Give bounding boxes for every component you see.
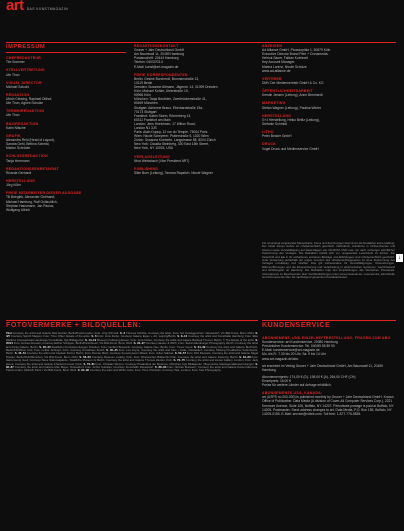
section-label: SCHLUSSREDAKTION — [6, 154, 48, 159]
credit-text: Courtesy the artist and Kunsthalle Hamburg; Foto: Elke Walford, Fotowerkstatt Hamburger Kunsthalle; bpk Bildagentur. — [6, 334, 258, 342]
section-text: Gruner + Jahr Deutschland GmbH Am Baumwall 11, 20459 Hamburg Postanschrift: 20444 Hamburg Telefon: 040/3703-0 E-Mail: kunst@art-magazin.de — [134, 48, 185, 69]
section-text: Silke Buer (Leitung), Tamara Rapsitch, Nicole Wagner — [134, 171, 213, 176]
section-text: Ad Alliance GmbH, Picassoplatz 1, 50679 Köln Executive Director Brand Print + Crossmedia: Helmut Sauer, Fabian Kuehnelt Key Account Manager: Marina Lorenz, Nicole Schulze www.ad-alliance.de — [262, 48, 331, 73]
photo-credits — [6, 332, 258, 522]
credit-text: Foto: Dirk Pauwels; Courtesy the artist and Galerie Nagel Draxler, Berlin/Köln/München; VG Bild-Kunst, Bonn 2024. — [6, 351, 258, 359]
credit-text: Foto: Andrea Rossetti; Courtesy Esther Schipper, Berlin/Paris/Seoul; VG Bild-Kunst, Bonn 2024. — [13, 341, 133, 346]
section-label: ÖFFENTLICHKEITSARBEIT — [262, 89, 313, 94]
credit-page-ref: S. 14–19 — [84, 337, 97, 342]
impressum-title: IMPRESSUM — [6, 44, 46, 50]
credit-text: Museum Folkwang Essen; Foto: Jens Nober; Courtesy the artist and Galerie Barbara Thumm, Berlin; © The Estate of the artist. — [96, 337, 255, 342]
service-title: KUNDENSERVICE — [262, 322, 331, 329]
credit-page-ref: S. 40–45 — [106, 348, 118, 353]
section-label: ABONNEMENT- UND EINZELHEFTBESTELLUNG: FRAGEN ZUM ABO — [262, 336, 391, 340]
credit-text: Courtesy Sprüth Magers; Foto: Timo Ohler; Estate of the artist. — [10, 334, 91, 339]
section-label: STELLVERTRETUNG — [6, 68, 45, 73]
credit-page-ref: Titel — [6, 332, 12, 335]
impressum-column-3 — [262, 40, 396, 151]
section-label: GRAFIK — [6, 133, 21, 138]
credit-text: Courtesy Museum Ludwig, Köln; Foto: Rheinisches Bildarchiv Köln; Courtesy the artist and Galerie Kewenig, Berlin. — [91, 354, 239, 359]
section-text: Kundenservice: art Kundenservice, 20080 Hamburg Persönlicher Kundenservice: Tel. 040/55 55 89 90 E-Mail: kundenservice@art-magazin.de Mo. bis Fr. 7.30 bis 20 Uhr, Sa. 9 bis 14 Uhr www.art-magazin.de/abo — [262, 340, 338, 361]
legal-notice: Für unverlangt eingesandte Manuskripte, Fotos und Zeichnungen übernimmt die Redaktion keine Haftung. Der Inhalt dieses Heftes ist urheberrechtlich geschützt. Nachdruck, Aufnahme in Online-Dienste und Internet sowie Vervielfältigung auf Datenträgern wie CD-ROM, DVD usw. nur nach vorheriger schriftlicher Zustimmung des Verlages. Die Redaktion behält sich vor, eingesandte Leserbriefe zu kürzen. Die Zeitschrift und alle in ihr enthaltenen einzelnen Beiträge und Abbildungen sind urheberrechtlich geschützt. Jede Verwertung außerhalb der engen Grenzen des Urheberrechtsgesetzes ist ohne Zustimmung des Verlages unzulässig und strafbar. Das gilt insbesondere für Vervielfältigungen, Übersetzungen, Mikroverfilmungen und die Einspeicherung und Verarbeitung in elektronischen Systemen. Gerichtsstand und Erfüllungsort ist Hamburg. Die Redaktion folgt den Empfehlungen des Deutschen Presserats. Informationen zu Beschwerden über Veröffentlichungen unter www.presserat.de. Leserservice, Einzelhefte und Abonnements über die nachfolgend genannten Kontaktadressen. — [262, 241, 395, 280]
credit-text: Thomas Schütte, Courtesy the artist; Foto: Nic Tenwiggenhorn, Düsseldorf; VG Bild-Kunst, Bonn 2024. — [125, 332, 255, 335]
credit-text: Foto: Hans-Georg Gaul; Courtesy Neue Nationalgalerie, Staatliche Museen zu Berlin; Courtesy the artist and Galerie Thomas Zander, Köln. — [6, 354, 258, 363]
credits-title: FOTOVERMERKE + BILDQUELLEN: — [6, 322, 142, 329]
section-label: TERMINREDAKTION — [6, 109, 45, 114]
section-text: Jörg Kühn — [6, 183, 22, 188]
section-label: REDAKTION — [6, 92, 30, 97]
section-label: DRUCK — [262, 142, 276, 147]
credit-page-ref: S. 82–87 — [6, 361, 258, 370]
credit-page-ref: S. 58–63 — [79, 354, 91, 359]
service-rule — [262, 320, 396, 321]
credit-page-ref: S. 46–51 — [14, 351, 26, 356]
credit-page-ref: S. 52–57 — [174, 351, 187, 356]
credits-rule — [6, 320, 258, 321]
section-text: Berlin: Gesine Borcherdt, Brunnenstraße 13, 10119 Berlin Dresden: Susanne Altmann, Jägerstr. 14, 01099 Dresden Köln: Michael Kohler, Ubierstraße 19, 50968 Köln München: Tanja Beuthien, Zweibrückenstraße 41, 80469 München Stuttgart: Adrienne Braun, Eberhardstraße 15a, 70173 Stuttgart Frankfurt: Katrin Sturm, Römerberg 14, 60311 Frankfurt am Main London: Jens Hinrichsen, 17 Wilton Road, London N1 3JS Paris: Alain Dupuy, 12 rue du Temple, 75004 Paris Wien: Nicole Scheyerer, Praterstraße 6, 1020 Wien Zürich: Susanna Koeberle, Langstrasse 88, 8004 Zürich New York: Claudia Steinberg, 330 East 15th Street, New York, NY 10003, USA — [134, 76, 218, 151]
section-text: Ute Thon — [6, 113, 20, 118]
section-label: REDAKTIONSSEKRETARIAT — [6, 166, 59, 171]
credit-text: Foto: Nicolas Brasseur; Courtesy the artist and Galerie Kamel Mennour, Paris/London; ADAGP, Paris / VG Bild-Kunst, Bonn 2024. — [6, 365, 258, 373]
credit-page-ref: S. 28–33 — [39, 344, 51, 349]
section-text: Peter Becker GmbH — [262, 134, 292, 139]
logo-mark: art — [6, 0, 24, 14]
credit-page-ref: S. 4/5 — [6, 332, 258, 339]
section-text: Till Briegleb, Alexander Gebhardt, Michael Hamburg, Ralf Gottschlich, Stephan Hausmann, Jan Paulus, Wolfgang Ullrich — [6, 195, 58, 212]
section-label: FREIE KORRESPONDENTEN — [134, 72, 188, 77]
section-label: BILDREDAKTION — [6, 121, 39, 126]
logo-subtitle: DAS KUNSTMAGAZIN — [26, 7, 68, 11]
section-text: Kerstin Jensen (Leitung), Anne Bernhardt — [262, 93, 323, 98]
credit-text: Foto: Jens Ziehe; Courtesy Galerie Eigen + Art, Leipzig/Berlin. — [97, 334, 177, 339]
credit-page-ref: S. 6 — [91, 334, 97, 339]
section-text: art erscheint im Verlag Gruner + Jahr Deutschland GmbH, Am Baumwall 11, 20459 Hamburg. — [262, 363, 383, 372]
credit-text: Staatliche Kunstsammlungen Dresden; Foto: Herbert Boswank; Courtesy Galerie Neu, Berlin; Foto: Trevor Good. — [51, 344, 194, 349]
credit-text: Courtesy the artist and Galerie Max Mayer, Düsseldorf; Foto: Achim Kukulies; Courtesy Kunsthalle Düsseldorf. — [14, 365, 154, 370]
section-text: art (USPS no 000-000) is published monthly by Gruner + Jahr Deutschland GmbH. Known Office of Publication: Data Media (A division of Cover-All Computer Services Corp.), 2221 Kenmore Avenue, Suite 106, Buffalo, NY 14207. Periodicals postage is paid at Buffalo, NY 14205. Postmaster: Send address changes to art, Data Media, P.O. Box 155, Buffalo, NY 14205-0155. E-Mail: service@roltek.com. Toll free: 1-877-776-5835. — [262, 395, 394, 416]
credit-text: Courtesy the artist and Lisson Gallery, London; Foto: Jack Hems; Courtesy the artist and Galerie Chantal Crousel, Paris. — [6, 358, 258, 366]
credit-page-ref: S. 20/21 — [6, 337, 258, 346]
credit-page-ref: S. 94–98 — [77, 368, 89, 373]
credit-page-ref: S. 88–93 — [154, 365, 167, 370]
section-text: Tim Sommer — [6, 60, 25, 65]
section-text: Alexandra Reid (Head of Layout), Sandra Gehl, Bettina Schmid, Marion Schröder — [6, 138, 55, 151]
section-text: Stefan Wagner (Leitung), Paulina Winter — [262, 105, 322, 110]
section-label: ANZEIGEN — [262, 44, 283, 48]
credit-page-ref: S. 8–13 — [177, 334, 188, 339]
section-text: Tanja Herrmann — [6, 158, 30, 163]
credit-text: Courtesy Hauser & Wirth; Foto: Stefan Altenburger Photography Zürich; Courtesy the artist and König Galerie, Berlin. — [6, 341, 258, 349]
impressum-column-2 — [134, 40, 256, 175]
magazine-logo — [6, 0, 68, 14]
credit-text: Foto: Christian Werner; Courtesy Pinakothek der Moderne, München; bpk Bildagentur / Bayerische Staatsgemäldesammlungen. — [95, 361, 255, 366]
section-label: HERSTELLUNG — [6, 178, 36, 183]
impressum-column-1 — [6, 52, 126, 212]
section-label: ABONNEMENTS USA, KANADA: — [262, 391, 323, 396]
section-label: CHEFREDAKTEUR — [6, 56, 41, 60]
section-label: VERTRIEB — [262, 76, 282, 81]
section-text: DMV Der Medienvertrieb GmbH & Co. KG — [262, 80, 324, 85]
credit-page-ref: S. 64–69 — [239, 354, 251, 359]
credit-page-ref: S. 70–75 — [173, 358, 185, 363]
credit-page-ref: S. 3 — [120, 332, 126, 335]
section-label: VERLAGSLEITUNG — [134, 154, 170, 159]
section-text: Abonnementpreis: 174,00 € (D), 198,00 € (A), 264,00 CHF (CH) Einzelpreis: 15,00 € Preise für weitere Länder auf Anfrage erhältlich. — [262, 374, 356, 388]
customer-service-column — [262, 332, 396, 416]
section-label: LITHO — [262, 130, 274, 135]
arrow-down-icon: ↓ — [398, 255, 401, 261]
section-text: Ute Thon — [6, 72, 20, 77]
section-label: VISUAL DIRECTOR — [6, 80, 42, 85]
section-label: HERSTELLUNG — [262, 113, 292, 118]
credit-page-ref: S. 76–81 — [83, 361, 95, 366]
credit-page-ref: S. 22–27 — [133, 341, 145, 346]
section-text: Michael Sztuchl — [6, 84, 30, 89]
section-label: MARKETING — [262, 101, 286, 106]
credit-text: Courtesy the artist and Galerie Buchholz, Berlin/Köln/New York; Foto: Lothar Schnepf, Köln; Courtesy Kunsthaus Zürich. — [6, 344, 258, 353]
credit-text: Courtesy the artist and White Cube; Foto: Theo Christelis; Courtesy Tate, London; Foto: Tate Photography. — [89, 368, 222, 373]
section-text: Karin Nitsche — [6, 125, 26, 130]
section-text: Vogel Druck und Medienservice GmbH — [262, 146, 319, 151]
section-text: G+J Herstellung, Heiko Belitz (Leitung), Stefanie Schmidt — [262, 117, 320, 126]
section-text: Nina Weissbach (Vice President ART) — [134, 158, 190, 163]
section-label: REDAKTIONSKONTAKT — [134, 44, 179, 48]
credit-text: Courtesy the artist and Capitain Petzel, Berlin; Foto: Roman März; Courtesy Kunstmuseum Basel; Foto: Julian Salinas. — [26, 351, 175, 356]
credit-text: Foto: Lea Gryze; Courtesy the artist and Sies + Höke, Düsseldorf; Courtesy Stiftung Preußischer Kulturbesitz, Berlin. — [6, 348, 258, 356]
section-text: Ulrich Clewing, Raphael Dillhof, Ute Thon, Agnes Schulze — [6, 97, 53, 106]
section-label: PUBLISHING — [134, 166, 159, 171]
section-label: FREIE MITARBEITER DIESER AUSGABE — [6, 191, 82, 196]
credit-text: Courtesy the artist and Galerie Max Hetzler, Berlin/Paris/London; Foto: Jörg Schmidt. — [12, 332, 120, 335]
section-text: Ricarda Gerhardt — [6, 170, 32, 175]
credit-page-ref: S. 34–39 — [194, 344, 206, 349]
